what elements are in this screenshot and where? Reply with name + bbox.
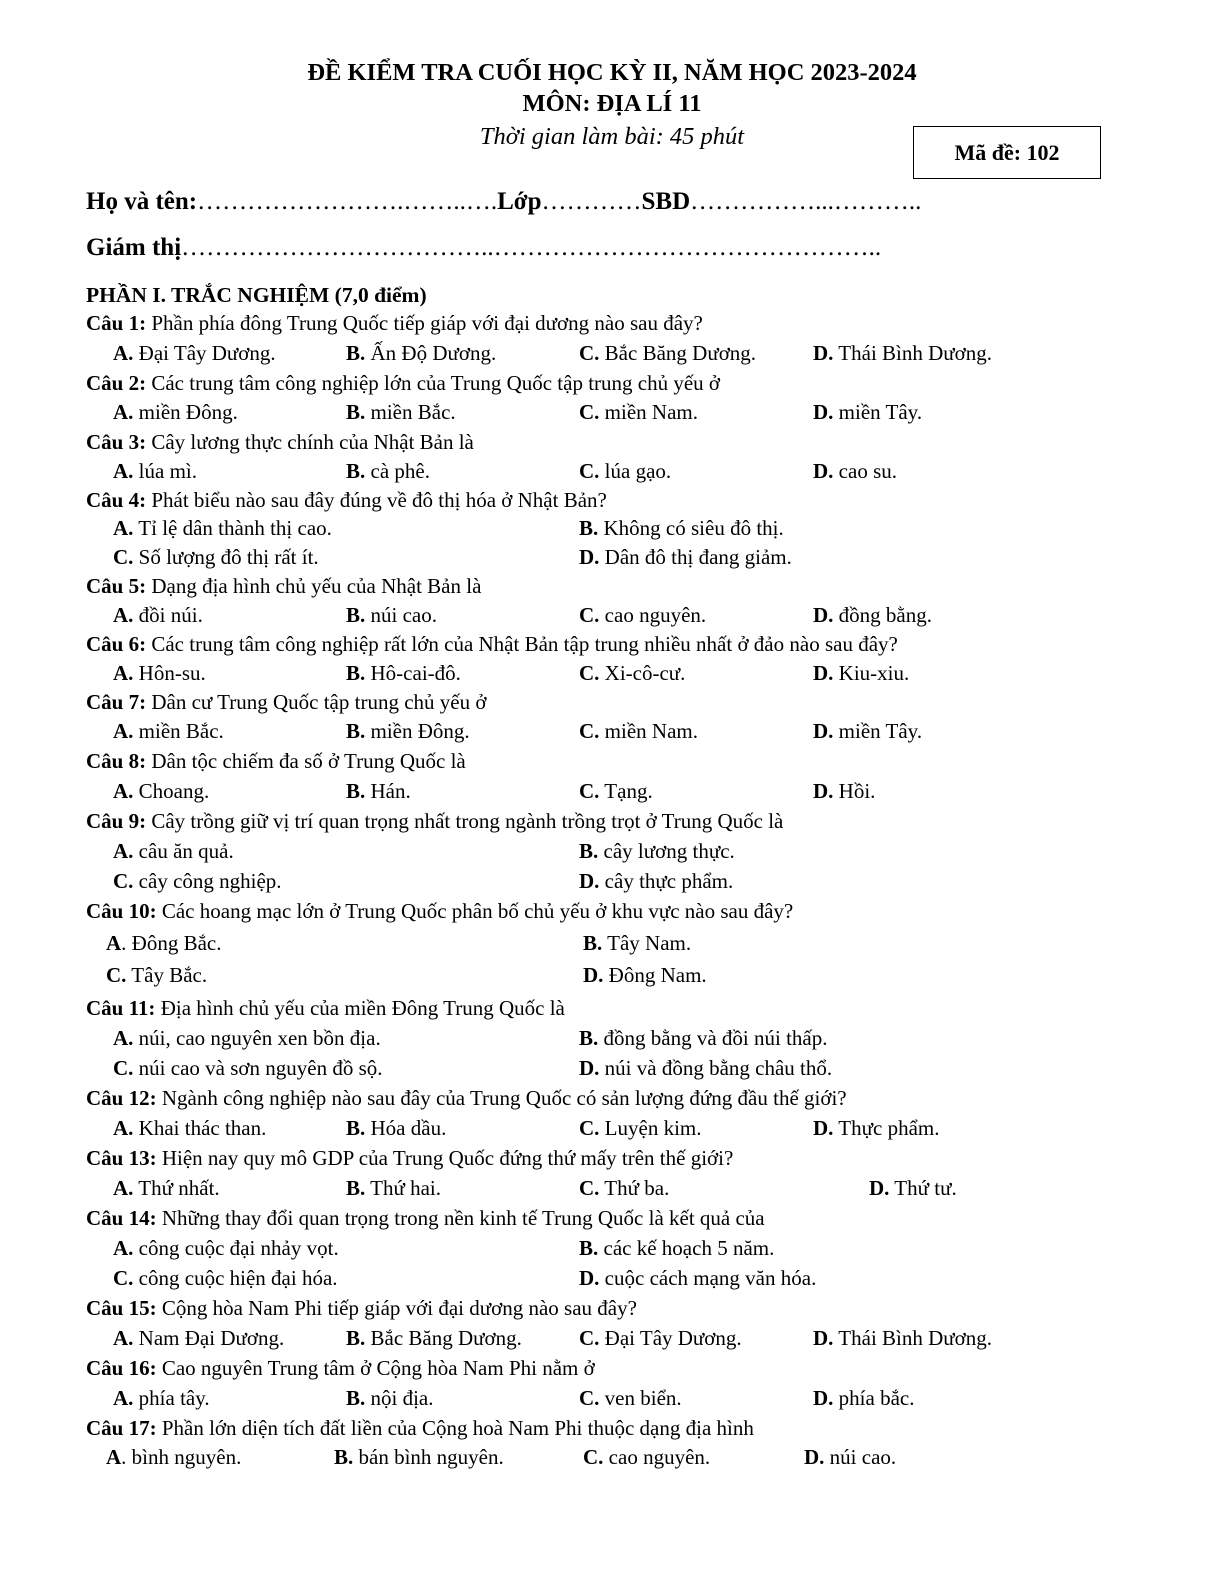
option-text: cây lương thực.	[598, 839, 735, 863]
option-key: A.	[113, 603, 134, 627]
option-d[interactable]	[579, 867, 733, 895]
option-d[interactable]	[813, 659, 909, 687]
option-d[interactable]	[813, 457, 897, 485]
option-d[interactable]	[579, 543, 792, 571]
question	[86, 897, 793, 925]
question-label: Câu 16:	[86, 1356, 157, 1380]
option-key: C.	[579, 1116, 600, 1140]
option-b[interactable]	[579, 1234, 774, 1262]
option-text: Thứ hai.	[365, 1176, 442, 1200]
option-b[interactable]	[346, 1324, 522, 1352]
option-key: C.	[113, 545, 134, 569]
question-label: Câu 12:	[86, 1086, 157, 1110]
option-text: . Đông Bắc.	[121, 931, 222, 955]
option-text: Số lượng đô thị rất ít.	[133, 545, 319, 569]
option-text: phía bắc.	[833, 1386, 915, 1410]
option-key: A.	[113, 779, 134, 803]
option-text: Ấn Độ Dương.	[365, 341, 497, 365]
option-text: núi và đồng bằng châu thổ.	[599, 1056, 833, 1080]
option-key: A.	[113, 1176, 134, 1200]
name-blank[interactable]: …………………….……..….	[197, 188, 498, 215]
question-label: Câu 15:	[86, 1296, 157, 1320]
option-key: B.	[579, 1026, 599, 1050]
option-text: miền Bắc.	[365, 400, 456, 424]
option-a[interactable]	[113, 601, 203, 629]
question-text: Cây trồng giữ vị trí quan trọng nhất trong ngành trồng trọt ở Trung Quốc là	[146, 809, 784, 833]
option-key: B.	[346, 1326, 366, 1350]
option-text: cao nguyên.	[603, 1445, 711, 1469]
option-key: C.	[579, 1176, 600, 1200]
option-key: A.	[113, 719, 134, 743]
question-text: Cộng hòa Nam Phi tiếp giáp với đại dương nào sau đây?	[156, 1296, 637, 1320]
option-text: lúa gạo.	[599, 459, 672, 483]
question-label: Câu 11:	[86, 996, 156, 1020]
question-label: Câu 8:	[86, 749, 147, 773]
option-key: A.	[113, 516, 134, 540]
option-key: A.	[113, 661, 134, 685]
option-text: đồng bằng.	[833, 603, 932, 627]
option-b[interactable]	[346, 1114, 446, 1142]
question	[86, 428, 474, 456]
question	[86, 688, 486, 716]
option-key: D.	[813, 341, 834, 365]
question	[86, 1144, 733, 1172]
option-key: B.	[579, 839, 599, 863]
option-c[interactable]	[113, 543, 319, 571]
option-key: D.	[813, 719, 834, 743]
option-key: D.	[579, 545, 600, 569]
option-b[interactable]	[579, 514, 784, 542]
option-d[interactable]	[869, 1174, 957, 1202]
question-text: Phần phía đông Trung Quốc tiếp giáp với đại dương nào sau đây?	[146, 311, 703, 335]
option-text: Đông Nam.	[603, 963, 707, 987]
section-title: PHẦN I. TRẮC NGHIỆM (7,0 điểm)	[86, 283, 427, 307]
question	[86, 994, 565, 1022]
option-c[interactable]	[579, 1384, 682, 1412]
option-key: A.	[113, 839, 134, 863]
option-key: B.	[346, 400, 366, 424]
option-a[interactable]	[113, 514, 332, 542]
option-text: miền Nam.	[599, 400, 698, 424]
question-text: Hiện nay quy mô GDP của Trung Quốc đứng thứ mấy trên thế giới?	[156, 1146, 734, 1170]
option-text: Đại Tây Dương.	[599, 1326, 742, 1350]
option-key: C.	[106, 963, 127, 987]
option-text: công cuộc hiện đại hóa.	[133, 1266, 338, 1290]
option-a[interactable]	[106, 929, 222, 957]
option-a[interactable]	[113, 398, 238, 426]
option-a[interactable]	[113, 837, 234, 865]
option-key: A.	[113, 1026, 134, 1050]
option-a[interactable]	[113, 1114, 266, 1142]
question	[86, 369, 720, 397]
option-text: Thái Bình Dương.	[833, 341, 993, 365]
question-text: Cây lương thực chính của Nhật Bản là	[146, 430, 474, 454]
option-key: D.	[813, 661, 834, 685]
option-b[interactable]	[334, 1443, 504, 1471]
option-a[interactable]	[113, 1234, 339, 1262]
option-d[interactable]	[813, 717, 922, 745]
option-key: A.	[113, 1116, 134, 1140]
option-c[interactable]	[113, 867, 282, 895]
question	[86, 1414, 754, 1442]
option-text: bán bình nguyên.	[353, 1445, 504, 1469]
option-key: B.	[346, 1176, 366, 1200]
option-key: D.	[813, 1116, 834, 1140]
option-c[interactable]	[113, 1054, 383, 1082]
option-text: lúa mì.	[133, 459, 197, 483]
option-text: Thứ nhất.	[133, 1176, 220, 1200]
option-text: miền Bắc.	[133, 719, 224, 743]
option-d[interactable]	[813, 1324, 992, 1352]
option-b[interactable]	[346, 717, 470, 745]
option-text: phía tây.	[133, 1386, 210, 1410]
option-text: đồi núi.	[133, 603, 203, 627]
question-text: Những thay đổi quan trọng trong nền kinh tế Trung Quốc là kết quả của	[156, 1206, 765, 1230]
option-c[interactable]	[579, 398, 698, 426]
option-key: C.	[583, 1445, 604, 1469]
option-text: Hồi.	[833, 779, 876, 803]
question	[86, 309, 703, 337]
option-b[interactable]	[346, 601, 437, 629]
option-text: miền Nam.	[599, 719, 698, 743]
option-d[interactable]	[579, 1264, 816, 1292]
option-c[interactable]	[579, 457, 671, 485]
question-text: Các hoang mạc lớn ở Trung Quốc phân bố chủ yếu ở khu vực nào sau đây?	[156, 899, 794, 923]
question-label: Câu 3:	[86, 430, 147, 454]
option-c[interactable]	[579, 339, 756, 367]
option-text: Hô-cai-đô.	[365, 661, 461, 685]
question-label: Câu 6:	[86, 632, 147, 656]
option-text: núi, cao nguyên xen bồn địa.	[133, 1026, 381, 1050]
option-key: C.	[579, 341, 600, 365]
option-b[interactable]	[583, 929, 691, 957]
option-key: D.	[579, 1266, 600, 1290]
option-key: D.	[813, 400, 834, 424]
question-label: Câu 9:	[86, 809, 147, 833]
question	[86, 486, 607, 514]
option-a[interactable]	[113, 1324, 284, 1352]
option-text: Bắc Băng Dương.	[365, 1326, 522, 1350]
option-text: Không có siêu đô thị.	[598, 516, 784, 540]
option-key: D.	[813, 779, 834, 803]
option-a[interactable]	[113, 1174, 220, 1202]
option-text: miền Đông.	[365, 719, 470, 743]
option-text: Tây Bắc.	[126, 963, 208, 987]
sbd-blank[interactable]: ……………...………..	[690, 188, 922, 215]
exam-title: ĐỀ KIỂM TRA CUỐI HỌC KỲ II, NĂM HỌC 2023-2024	[307, 59, 917, 86]
option-b[interactable]	[346, 777, 411, 805]
option-text: cao su.	[833, 459, 897, 483]
option-d[interactable]	[813, 777, 875, 805]
option-key: A.	[113, 1236, 134, 1260]
question	[86, 807, 783, 835]
option-text: núi cao và sơn nguyên đồ sộ.	[133, 1056, 383, 1080]
option-key: B.	[346, 459, 366, 483]
option-text: Đại Tây Dương.	[133, 341, 276, 365]
option-key: C.	[579, 459, 600, 483]
option-text: núi cao.	[824, 1445, 897, 1469]
question-text: Dân cư Trung Quốc tập trung chủ yếu ở	[146, 690, 487, 714]
option-key: B.	[346, 1386, 366, 1410]
option-key: D.	[813, 1386, 834, 1410]
option-key: B.	[346, 1116, 366, 1140]
option-key: B.	[346, 719, 366, 743]
option-text: các kế hoạch 5 năm.	[598, 1236, 775, 1260]
option-c[interactable]	[579, 777, 653, 805]
option-key: A	[106, 931, 122, 955]
option-b[interactable]	[579, 837, 735, 865]
option-b[interactable]	[346, 339, 496, 367]
class-blank[interactable]: …………	[541, 188, 642, 215]
option-text: Thứ ba.	[599, 1176, 670, 1200]
question-label: Câu 1:	[86, 311, 147, 335]
option-text: Tỉ lệ dân thành thị cao.	[133, 516, 332, 540]
option-text: miền Tây.	[833, 400, 923, 424]
option-c[interactable]	[113, 1264, 338, 1292]
option-a[interactable]	[106, 1443, 241, 1471]
option-d[interactable]	[813, 339, 992, 367]
option-key: A.	[113, 1386, 134, 1410]
option-d[interactable]	[813, 1384, 914, 1412]
option-a[interactable]	[113, 777, 209, 805]
option-key: C.	[113, 869, 134, 893]
option-text: Kiu-xiu.	[833, 661, 910, 685]
option-text: cà phê.	[365, 459, 430, 483]
option-text: cây thực phẩm.	[599, 869, 734, 893]
option-key: D.	[813, 459, 834, 483]
option-text: Thực phẩm.	[833, 1116, 940, 1140]
option-d[interactable]	[813, 1114, 939, 1142]
class-label: Lớp	[497, 188, 542, 215]
option-key: C.	[579, 719, 600, 743]
option-text: Khai thác than.	[133, 1116, 267, 1140]
option-text: ven biển.	[599, 1386, 682, 1410]
option-key: C.	[579, 603, 600, 627]
option-key: B.	[334, 1445, 354, 1469]
option-text: Hôn-su.	[133, 661, 206, 685]
question	[86, 1204, 765, 1232]
option-c[interactable]	[579, 1324, 742, 1352]
option-text: Nam Đại Dương.	[133, 1326, 285, 1350]
question-label: Câu 2:	[86, 371, 147, 395]
option-b[interactable]	[579, 1024, 827, 1052]
proctor-line	[86, 232, 881, 264]
question-text: Địa hình chủ yếu của miền Đông Trung Quốc là	[155, 996, 565, 1020]
option-key: C.	[579, 1386, 600, 1410]
option-key: A.	[113, 341, 134, 365]
option-text: đồng bằng và đồi núi thấp.	[598, 1026, 828, 1050]
option-a[interactable]	[113, 659, 206, 687]
option-d[interactable]	[583, 961, 707, 989]
option-key: D.	[579, 869, 600, 893]
option-key: D.	[804, 1445, 825, 1469]
question-text: Các trung tâm công nghiệp rất lớn của Nhật Bản tập trung nhiều nhất ở đảo nào sau đây?	[146, 632, 898, 656]
option-d[interactable]	[813, 601, 932, 629]
option-c[interactable]	[579, 1114, 702, 1142]
option-text: cây công nghiệp.	[133, 869, 282, 893]
option-text: Tây Nam.	[602, 931, 692, 955]
option-key: B.	[579, 1236, 599, 1260]
option-text: câu ăn quả.	[133, 839, 234, 863]
question-label: Câu 17:	[86, 1416, 157, 1440]
question-text: Dân tộc chiếm đa số ở Trung Quốc là	[146, 749, 466, 773]
option-text: Thứ tư.	[889, 1176, 957, 1200]
option-key: A.	[113, 1326, 134, 1350]
option-c[interactable]	[579, 659, 685, 687]
option-text: Luyện kim.	[599, 1116, 702, 1140]
option-b[interactable]	[346, 457, 430, 485]
question-label: Câu 4:	[86, 488, 147, 512]
proctor-blank[interactable]: ………………………………..………………………………………..	[181, 234, 882, 261]
option-key: B.	[346, 603, 366, 627]
option-d[interactable]	[804, 1443, 896, 1471]
option-a[interactable]	[113, 457, 197, 485]
subject-title: MÔN: ĐỊA LÍ 11	[522, 90, 702, 117]
option-a[interactable]	[113, 717, 224, 745]
question-label: Câu 14:	[86, 1206, 157, 1230]
option-key: C.	[579, 779, 600, 803]
option-text: Dân đô thị đang giảm.	[599, 545, 792, 569]
question-text: Phần lớn diện tích đất liền của Cộng hoà Nam Phi thuộc dạng địa hình	[156, 1416, 754, 1440]
option-a[interactable]	[113, 339, 276, 367]
option-text: cao nguyên.	[599, 603, 707, 627]
option-c[interactable]	[579, 601, 706, 629]
question-text: Cao nguyên Trung tâm ở Cộng hòa Nam Phi nằm ở	[156, 1356, 595, 1380]
question-label: Câu 13:	[86, 1146, 157, 1170]
option-b[interactable]	[346, 1384, 434, 1412]
option-text: cuộc cách mạng văn hóa.	[599, 1266, 817, 1290]
exam-code-box	[913, 126, 1101, 179]
option-c[interactable]	[579, 717, 698, 745]
option-text: nội địa.	[365, 1386, 434, 1410]
option-text: miền Đông.	[133, 400, 238, 424]
option-a[interactable]	[113, 1024, 381, 1052]
option-text: miền Tây.	[833, 719, 923, 743]
question-text: Phát biểu nào sau đây đúng về đô thị hóa ở Nhật Bản?	[146, 488, 607, 512]
option-d[interactable]	[579, 1054, 832, 1082]
option-text: núi cao.	[365, 603, 437, 627]
option-c[interactable]	[579, 1174, 669, 1202]
sbd-label: SBD	[641, 188, 691, 215]
exam-code: Mã đề: 102	[954, 139, 1060, 165]
question-label: Câu 5:	[86, 574, 147, 598]
option-text: Tạng.	[599, 779, 653, 803]
option-c[interactable]	[583, 1443, 710, 1471]
proctor-label: Giám thị	[86, 234, 182, 261]
option-key: D.	[813, 603, 834, 627]
option-key: B.	[346, 341, 366, 365]
option-key: C.	[579, 1326, 600, 1350]
question-label: Câu 10:	[86, 899, 157, 923]
time-limit: Thời gian làm bài: 45 phút	[479, 123, 745, 150]
option-a[interactable]	[113, 1384, 210, 1412]
question-label: Câu 7:	[86, 690, 147, 714]
question	[86, 1084, 847, 1112]
name-label: Họ và tên:	[86, 188, 198, 215]
question	[86, 747, 466, 775]
option-text: công cuộc đại nhảy vọt.	[133, 1236, 339, 1260]
option-text: Choang.	[133, 779, 210, 803]
option-key: D.	[579, 1056, 600, 1080]
question-text: Các trung tâm công nghiệp lớn của Trung Quốc tập trung chủ yếu ở	[146, 371, 721, 395]
option-key: A	[106, 1445, 122, 1469]
question	[86, 630, 898, 658]
option-key: A.	[113, 459, 134, 483]
option-c[interactable]	[106, 961, 207, 989]
option-key: C.	[113, 1266, 134, 1290]
option-b[interactable]	[346, 1174, 441, 1202]
student-info-line	[86, 186, 921, 218]
option-key: D.	[869, 1176, 890, 1200]
question	[86, 1354, 595, 1382]
option-text: . bình nguyên.	[121, 1445, 242, 1469]
option-key: B.	[579, 516, 599, 540]
option-key: B.	[346, 779, 366, 803]
option-key: C.	[579, 661, 600, 685]
option-key: D.	[813, 1326, 834, 1350]
option-key: C.	[579, 400, 600, 424]
option-key: A.	[113, 400, 134, 424]
option-text: Bắc Băng Dương.	[599, 341, 757, 365]
option-text: Hán.	[365, 779, 411, 803]
option-d[interactable]	[813, 398, 922, 426]
option-key: D.	[583, 963, 604, 987]
option-key: B.	[346, 661, 366, 685]
question-text: Ngành công nghiệp nào sau đây của Trung Quốc có sản lượng đứng đầu thế giới?	[156, 1086, 847, 1110]
option-key: C.	[113, 1056, 134, 1080]
option-b[interactable]	[346, 398, 456, 426]
question	[86, 572, 481, 600]
option-text: Thái Bình Dương.	[833, 1326, 993, 1350]
option-text: Xi-cô-cư.	[599, 661, 686, 685]
question	[86, 1294, 637, 1322]
option-key: B.	[583, 931, 603, 955]
option-text: Hóa dầu.	[365, 1116, 447, 1140]
question-text: Dạng địa hình chủ yếu của Nhật Bản là	[146, 574, 482, 598]
option-b[interactable]	[346, 659, 461, 687]
